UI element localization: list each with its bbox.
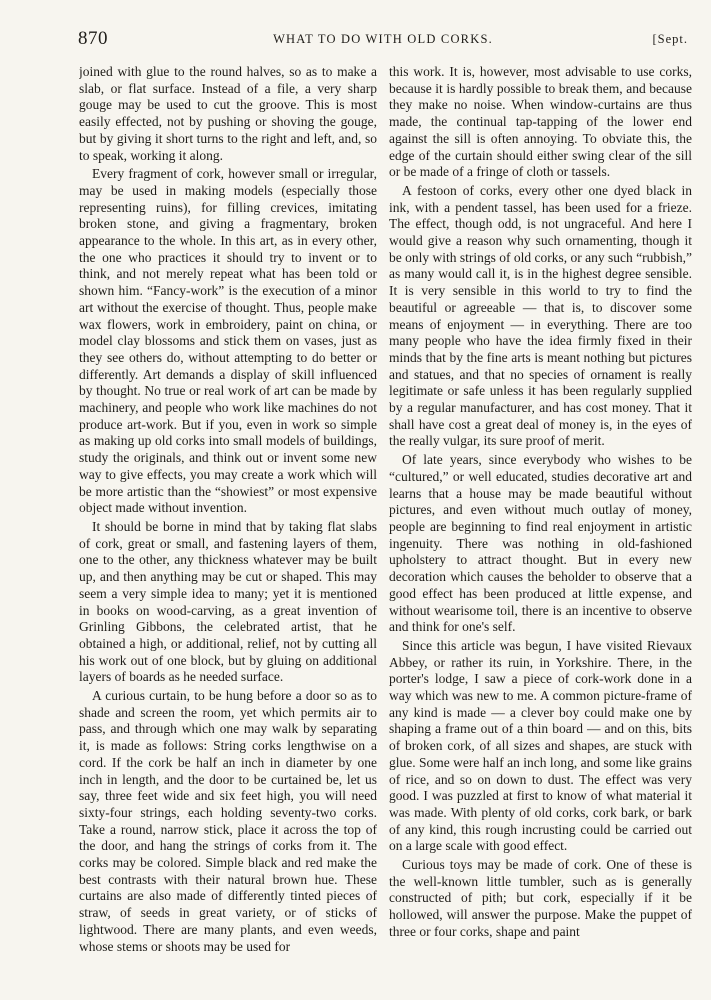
- paragraph: this work. It is, however, most advisable to use corks, because it is hardly possible to break them, and because they make no noise. When window-curtains are thus made, the continual tap-tapping of the lower end against the sill is often annoying. To obviate this, the edge of the curtain should either swing clear of the sill or be made of a fringe of cloth or tassels.: [389, 64, 692, 180]
- paragraph: Curious toys may be made of cork. One of these is the well-known little tumbler, such as is generally constructed of pith; but cork, especially if it be hollowed, will answer the purpose. Make the puppet of three or four corks, shape and paint: [389, 857, 692, 939]
- paragraph: joined with glue to the round halves, so as to make a slab, or flat surface. Instead of a file, a very sharp gouge may be used to cut the groove. This is most easily effected, not by pushing or shoving the gouge, but by giving it short turns to the right and left, and, so to speak, working it along.: [79, 64, 377, 163]
- running-header: [78, 30, 688, 52]
- paragraph: It should be borne in mind that by taking flat slabs of cork, great or small, and fastening layers of them, one to the other, any thickness whatever may be built up, and then anything may be cut or shaped. This may seem a very simple idea to many; yet it is mentioned in books on wood-carving, as a great invention of Grinling Gibbons, the celebrated artist, that he obtained a high, or additional, relief, not by cutting all his work out of one block, but by gluing on additional layers of boards as he needed surface.: [79, 518, 377, 685]
- paragraph: Since this article was begun, I have visited Rievaux Abbey, or rather its ruin, in Yorkshire. There, in the porter's lodge, I saw a piece of cork-work done in a way which was new to me. A common picture-frame of any kind is made — a clever boy could make one by shaping a frame out of a thin board — and on this, bits of broken cork, of all sizes and shapes, are stuck with glue. Some were half an inch long, and some like grains of rice, and so on down to dust. The effect was very good. I was puzzled at first to know of what material it was made. With plenty of old corks, cork bark, or bark of any kind, this rough incrusting could be carried out on a large scale with good effect.: [389, 637, 692, 854]
- left-column: [79, 64, 377, 994]
- issue-month: [Sept.: [652, 32, 688, 46]
- running-title: WHAT TO DO WITH OLD CORKS.: [273, 32, 493, 46]
- paragraph: A curious curtain, to be hung before a door so as to shade and screen the room, yet which permits air to pass, and through which one may walk by separating it, is made as follows: String corks lengthwise on a cord. If the cork be half an inch in diameter by one inch in length, and the door to be curtained be, let us say, three feet wide and six feet high, you will need sixty-four strings, each holding seventy-two corks. Take a round, narrow stick, place it across the top of the door, and hang the strings of corks from it. The corks may be colored. Simple black and red make the best contrasts with their natural brown hue. These curtains are also made of differently tinted pieces of straw, of seeds in great variety, or of sticks of lightwood. There are many plants, and even weeds, whose stems or shoots may be used for: [79, 688, 377, 954]
- paragraph: Every fragment of cork, however small or irregular, may be used in making models (especially those representing ruins), for filling crevices, imitating broken stone, and giving a fragmentary, broken appearance to the whole. In this art, as in every other, the one who practices it should try to invent or to think, and not merely repeat what has been told or shown him. “Fancy-work” is the execution of a minor art without the exercise of thought. Thus, people make wax flowers, work in embroidery, paint on china, or model clay blossoms and stick them on vases, just as they see others do, without attempting to do better or differently. Art demands a display of skill influenced by thought. No true or real work of art can be made by machinery, and people who work like machines do not produce art-work. But if you, even in work so simple as making up old corks into small models of buildings, study the originals, and think out or invent some new way to give effects, you may create a work which will be more artistic than the “showiest” or most expensive object made without invention.: [79, 166, 377, 516]
- page-number: 870: [78, 28, 108, 49]
- right-column: [389, 64, 692, 994]
- paragraph: A festoon of corks, every other one dyed black in ink, with a pendent tassel, has been used for a frieze. The effect, though odd, is not ungraceful. And here I would give a reason why such ornamenting, though it be only with strings of old corks, or any such “rubbish,” as many would call it, is in the highest degree sensible. It is very sensible in this world to try to find the beautiful or agreeable — that is, to discover some means of enjoyment — in everything. There are too many people who have the idea firmly fixed in their minds that by the fine arts is meant nothing but pictures and statues, and that no species of ornament is really legitimate or safe unless it has been regularly supplied by a regular manufacturer, and has cost money. That it shall have cost a great deal of money is, in the eyes of the really vulgar, its sure proof of merit.: [389, 182, 692, 449]
- paragraph: Of late years, since everybody who wishes to be “cultured,” or well educated, studies decorative art and learns that a house may be made beautiful without pictures, and even without much outlay of money, people are beginning to find real enjoyment in artistic ingenuity. There was nothing in old-fashioned upholstery to attract thought. But in every new decoration which causes the beholder to observe that a good effect has been produced at little expense, and without wearisome toil, there is an incentive to observe and think for one's self.: [389, 452, 692, 635]
